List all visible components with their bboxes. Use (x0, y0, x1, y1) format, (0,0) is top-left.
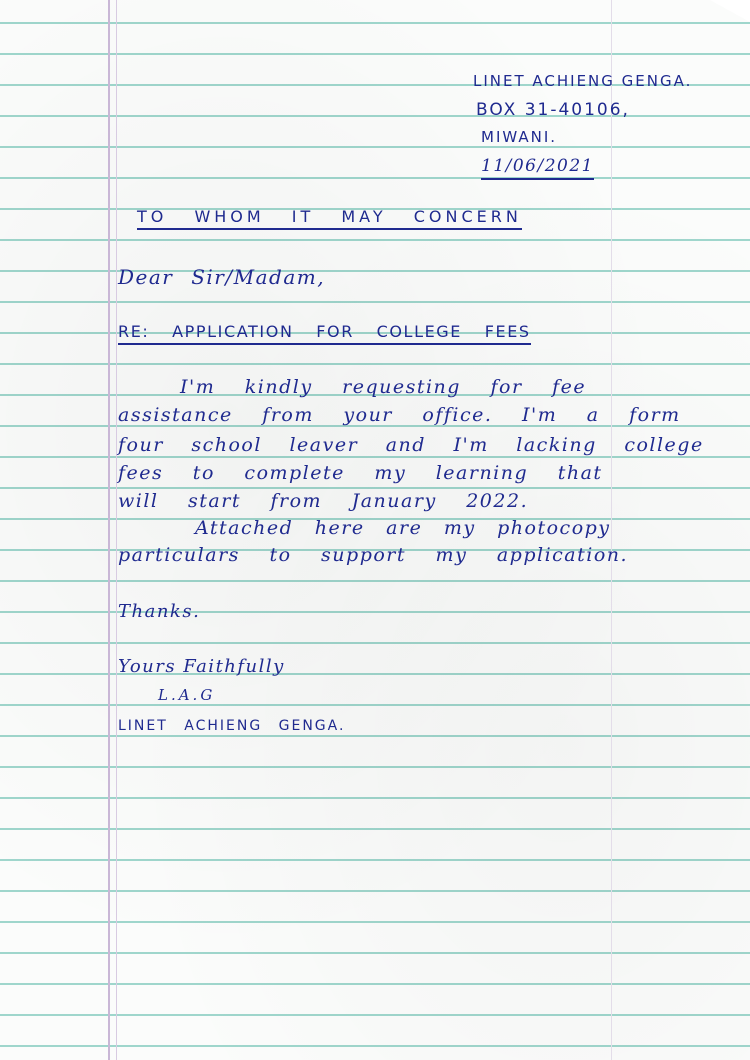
margin-line (108, 0, 110, 1060)
body-line: I'm kindly requesting for fee (180, 376, 587, 398)
body-line: will start from January 2022. (118, 490, 529, 512)
sender-name: LINET ACHIENG GENGA. (473, 72, 693, 90)
salutation-heading: TO WHOM IT MAY CONCERN (137, 207, 522, 230)
body-line: particulars to support my application. (118, 544, 629, 566)
thanks-line: Thanks. (118, 601, 201, 622)
fold-crease (611, 0, 612, 1060)
torn-corner (710, 0, 750, 22)
body-line: fees to complete my learning that (118, 462, 603, 484)
body-line: four school leaver and I'm lacking college (118, 434, 704, 456)
signature-initials: L.A.G (158, 686, 216, 704)
greeting: Dear Sir/Madam, (118, 265, 326, 289)
margin-line-secondary (116, 0, 117, 1060)
sender-town: MIWANI. (481, 128, 558, 146)
body-line: assistance from your office. I'm a form (118, 404, 681, 426)
subject-line: RE: APPLICATION FOR COLLEGE FEES (118, 322, 531, 345)
letter-date: 11/06/2021 (481, 156, 594, 180)
closing-line: Yours Faithfully (118, 656, 285, 677)
sender-box-address: BOX 31-40106, (476, 100, 630, 120)
body-line: Attached here are my photocopy (195, 517, 611, 539)
signatory-name: LINET ACHIENG GENGA. (118, 718, 346, 734)
